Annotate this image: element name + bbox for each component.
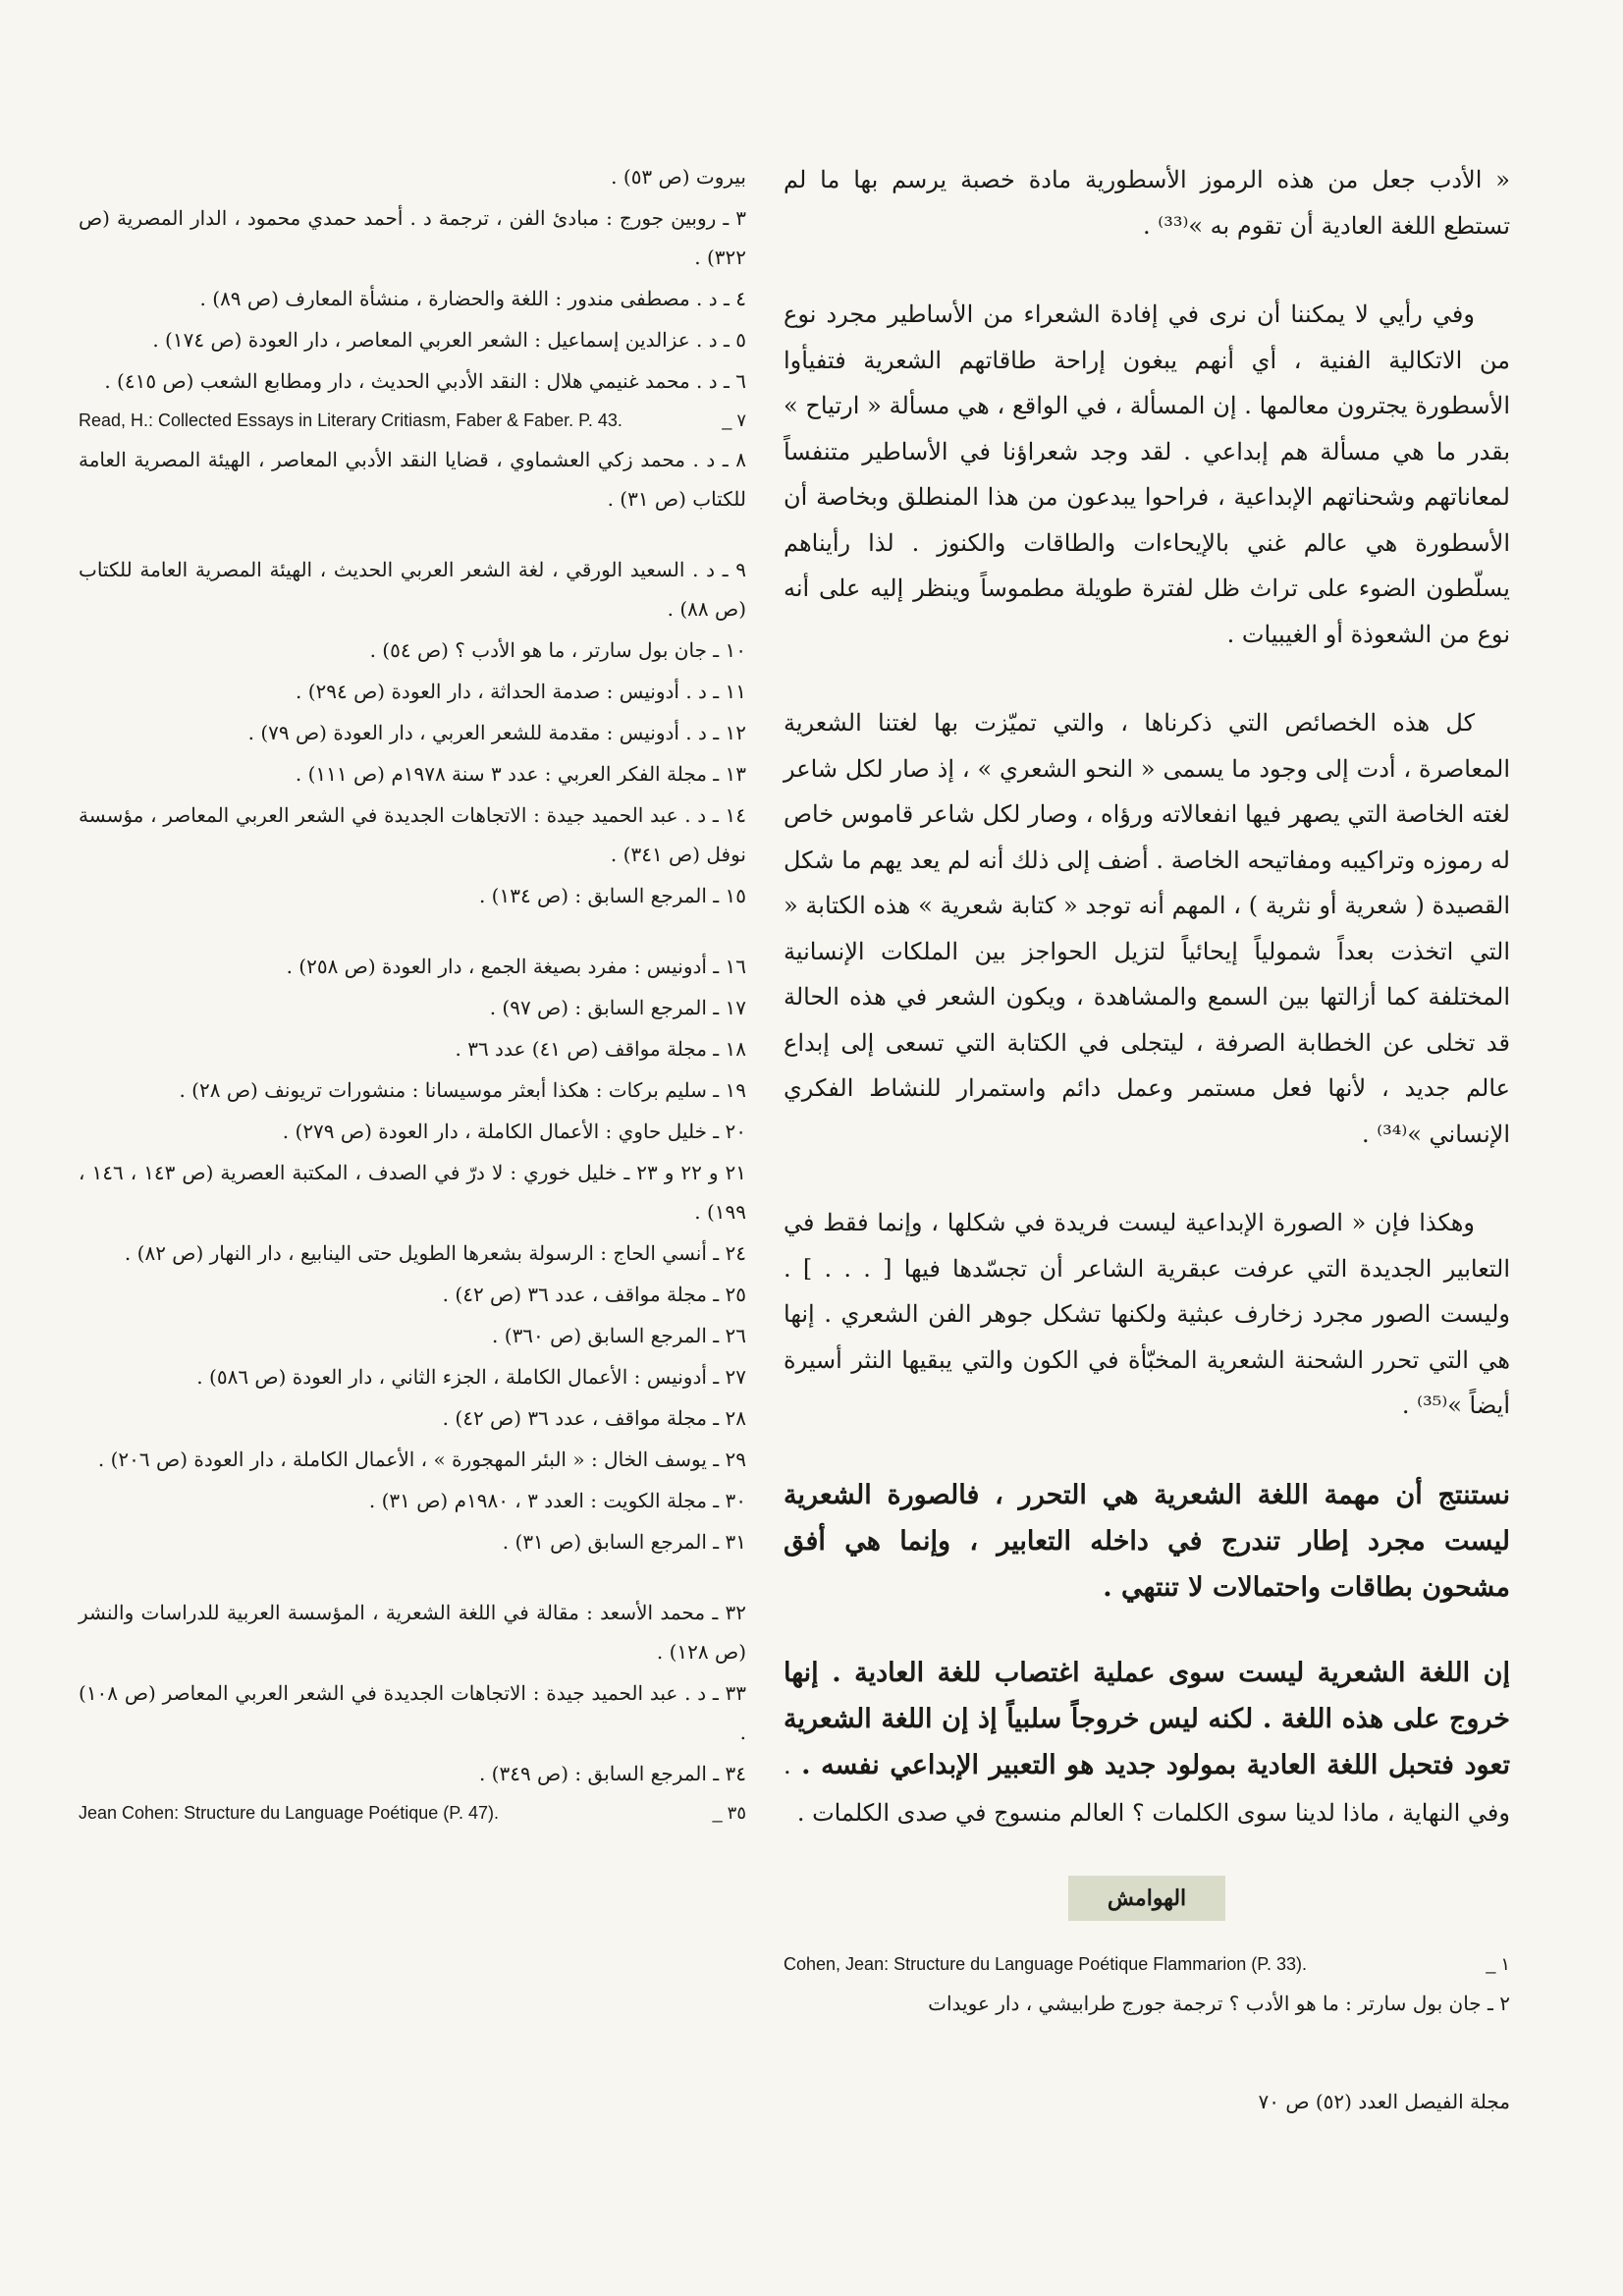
footnote: [79, 1398, 746, 1438]
footnote-text: ٢٩ ـ يوسف الخال : « البئر المهجورة » ، الأعمال الكاملة ، دار العودة (ص ٢٠٦) .: [97, 1448, 746, 1471]
footnote-text: ٣٤ ـ المرجع السابق : (ص ٣٤٩) .: [478, 1762, 746, 1785]
footnote: [79, 1754, 746, 1793]
body-paragraph: وفي رأيي لا يمكننا أن نرى في إفادة الشعراء من الأساطير مجرد نوع من الاتكالية الفنية ، أي أنهم يبغون إراحة طاقاتهم الشعرية فتفيأوا الأسطورة يجترون معالمها . إن المسألة ، في الواقع ، هي مسألة « ارتياح » بقدر ما هي مسألة هم إبداعي . لقد وجد شعراؤنا في الأساطير متنفساً لمعاناتهم وشحناتهم الإبداعية ، فراحوا يبدعون من هذا المنطلق وبخاصة أن الأسطورة هي عالم غني بالإيحاءات والطاقات والكنوز . لذا رأيناهم يسلّطون الضوء على تراث ظل لفترة طويلة مطموساً وينظر إليه على أنه نوع من الشعوذة أو الغيبيات .: [784, 301, 1510, 648]
footnote-text: ١٣ ـ مجلة الفكر العربي : عدد ٣ سنة ١٩٧٨م (ص ١١١) .: [295, 762, 746, 786]
footnote: [784, 1946, 1510, 1982]
footnote-text: ٣٢ ـ محمد الأسعد : مقالة في اللغة الشعرية ، المؤسسة العربية للدراسات والنشر (ص ١٢٨) .: [79, 1601, 746, 1664]
footnote: [79, 1233, 746, 1273]
footnote-text: ٢٧ ـ أدونيس : الأعمال الكاملة ، الجزء الثاني ، دار العودة (ص ٥٨٦) .: [196, 1365, 746, 1389]
footnote-text: ١٤ ـ د . عبد الحميد جيدة : الاتجاهات الجديدة في الشعر العربي المعاصر ، مؤسسة نوفل (ص ٣٤١) .: [79, 803, 746, 866]
footnote: [79, 1440, 746, 1479]
footnote-text: ٢٤ ـ أنسي الحاج : الرسولة بشعرها الطويل حتى الينابيع ، دار النهار (ص ٨٢) .: [124, 1241, 746, 1265]
footnote-text: ١٠ ـ جان بول سارتر ، ما هو الأدب ؟ (ص ٥٤) .: [369, 638, 746, 662]
footnote-text: ١٦ ـ أدونيس : مفرد بصيغة الجمع ، دار العودة (ص ٢٥٨) .: [286, 955, 746, 978]
footnote-text: ٣٠ ـ مجلة الكويت : العدد ٣ ، ١٩٨٠م (ص ٣١) .: [368, 1489, 746, 1512]
footnote-text: ٢٠ ـ خليل حاوي : الأعمال الكاملة ، دار العودة (ص ٢٧٩) .: [282, 1120, 746, 1143]
footnote: [79, 440, 746, 519]
footnote: [79, 988, 746, 1027]
footnote-text: ١٢ ـ د . أدونيس : مقدمة للشعر العربي ، دار العودة (ص ٧٩) .: [247, 721, 746, 744]
footnote-text: ٤ ـ د . مصطفى مندور : اللغة والحضارة ، منشأة المعارف (ص ٨٩) .: [199, 287, 746, 310]
conclusion-paragraph-2: [784, 1650, 1510, 1836]
conclusion-paragraph: نستنتج أن مهمة اللغة الشعرية هي التحرر ، فالصورة الشعرية ليست مجرد إطار تندرج في داخله التعابير ، وإنما هي أفق مشحون بطاقات واحتمالات لا تنتهي .: [784, 1479, 1510, 1603]
footnote: [79, 795, 746, 874]
body-paragraph: كل هذه الخصائص التي ذكرناها ، والتي تميّزت بها لغتنا الشعرية المعاصرة ، أدت إلى وجود ما يسمى « النحو الشعري » ، إذ صار لكل شاعر لغته الخاصة التي يصهر فيها انفعالاته ورؤاه ، وصار لكل شاعر قاموس خاص له رموزه وتراكيبه ومفاتيحه الخاصة . أضف إلى ذلك أنه لم يعد يهم ما شكل القصيدة ( شعرية أو نثرية ) ، المهم أنه توجد « كتابة شعرية » هذه الكتابة « التي اتخذت بعداً شمولياً إيحائياً لتزيل الحواجز بين الملكات الإنسانية المختلفة كما أزالتها بين السمع والمشاهدة ، ويكون الشعر في هذه الحالة قد تخلى عن الخطابة الصرفة ، ليتجلى في الكتابة التي تسعى إلى إبداع عالم جديد ، لأنها فعل مستمر وعمل دائم واستمرار للنشاط الفكري الإنساني »⁽³⁴⁾ .: [784, 709, 1510, 1148]
footnote: [79, 1316, 746, 1355]
footnote: [79, 1275, 746, 1314]
footnote-text: Jean Cohen: Structure du Language Poétique (P. 47).: [79, 1803, 499, 1823]
conclusion-bold: إن اللغة الشعرية ليست سوى عملية اغتصاب للغة العادية . إنها خروج على هذه اللغة . لكنه ليس خروجاً سلبياً إذ إن اللغة الشعرية تعود فتحبل اللغة العادية بمولود جديد هو التعبير الإبداعي نفسه .: [784, 1657, 1510, 1780]
footnote: [79, 1153, 746, 1231]
footnote: [79, 1481, 746, 1520]
footnote: [79, 1795, 746, 1831]
footnote: [79, 320, 746, 359]
footnote: [79, 1070, 746, 1110]
page-footer: مجلة الفيصل العدد (٥٢) ص ٧٠: [1258, 2090, 1510, 2113]
footnote-text: ١٧ ـ المرجع السابق : (ص ٩٧) .: [489, 996, 746, 1019]
footnote-text: ٥ ـ د . عزالدين إسماعيل : الشعر العربي المعاصر ، دار العودة (ص ١٧٤) .: [152, 328, 746, 352]
body-paragraph: وهكذا فإن « الصورة الإبداعية ليست فريدة في شكلها ، وإنما فقط في التعابير الجديدة التي عرفت عبقرية الشاعر أن تجسّدها فيها [ . . . ] . وليست الصور مجرد زخارف عبثية ولكنها تشكل جوهر الفن الشعري . إنها هي التي تحرر الشحنة الشعرية المخبّأة في الكون والتي يبقيها النثر أسيرة أيضاً »⁽³⁵⁾ .: [784, 1209, 1510, 1419]
footnote-text: ٢ ـ جان بول سارتر : ما هو الأدب ؟ ترجمة جورج طرابيشي ، دار عويدات: [928, 1991, 1510, 2015]
footnote-text: بيروت (ص ٥٣) .: [611, 165, 746, 189]
footnote-text: ١٨ ـ مجلة مواقف (ص ٤١) عدد ٣٦ .: [455, 1037, 746, 1061]
footnote-text: ٢٥ ـ مجلة مواقف ، عدد ٣٦ (ص ٤٢) .: [442, 1283, 746, 1306]
footnote-text: ٨ ـ د . محمد زكي العشماوي ، قضايا النقد الأدبي المعاصر ، الهيئة المصرية العامة للكتاب (ص ٣١) .: [79, 448, 746, 511]
footnote: [79, 361, 746, 401]
footnote-text: Read, H.: Collected Essays in Literary Critiasm, Faber & Faber. P. 43.: [79, 410, 622, 430]
footnote-number: _ ٣٥: [712, 1803, 746, 1823]
footnote: [79, 1593, 746, 1671]
notes-heading: الهوامش: [1068, 1876, 1225, 1921]
footnote-text: ٩ ـ د . السعيد الورقي ، لغة الشعر العربي الحديث ، الهيئة المصرية العامة للكتاب (ص ٨٨) .: [79, 558, 746, 621]
footnote: [79, 876, 746, 915]
footnote: [79, 1357, 746, 1396]
footnote-text: ٣ ـ روبين جورج : مبادئ الفن ، ترجمة د . أحمد حمدي محمود ، الدار المصرية (ص ٣٢٢) .: [79, 206, 746, 269]
footnote: [79, 1029, 746, 1068]
footnote-text: ١١ ـ د . أدونيس : صدمة الحداثة ، دار العودة (ص ٢٩٤) .: [295, 680, 746, 703]
footnote-text: ٢١ و ٢٢ و ٢٣ ـ خليل خوري : لا درّ في الصدف ، المكتبة العصرية (ص ١٤٣ ، ١٤٦ ، ١٩٩) .: [79, 1161, 747, 1224]
footnote-text: Cohen, Jean: Structure du Language Poétique Flammarion (P. 33).: [784, 1953, 1307, 1974]
footnote: [79, 630, 746, 670]
article-column: [784, 157, 1510, 2025]
footnote: [79, 279, 746, 318]
footnote: [79, 550, 746, 629]
footnote: [79, 713, 746, 752]
notes-list-right: [784, 1946, 1510, 2023]
footnote: [79, 157, 746, 196]
footnote-text: ٢٨ ـ مجلة مواقف ، عدد ٣٦ (ص ٤٢) .: [442, 1406, 746, 1430]
footnote: [784, 1984, 1510, 2023]
footnote-number: _ ١: [1486, 1953, 1510, 1974]
footnote-number: _ ٧: [722, 410, 746, 430]
footnote: [79, 1673, 746, 1752]
notes-column: [79, 157, 746, 1832]
footnote-text: ٦ ـ د . محمد غنيمي هلال : النقد الأدبي الحديث ، دار ومطابع الشعب (ص ٤١٥) .: [104, 369, 746, 393]
footnote-text: ٣٣ ـ د . عبد الحميد جيدة : الاتجاهات الجديدة في الشعر العربي المعاصر (ص ١٠٨) .: [79, 1681, 746, 1744]
footnote: [79, 198, 746, 277]
notes-list-left: [79, 157, 746, 1831]
footnote: [79, 672, 746, 711]
footnote: [79, 1522, 746, 1561]
footnote-text: ١٩ ـ سليم بركات : هكذا أبعثر موسيسانا : منشورات تريونف (ص ٢٨) .: [179, 1078, 746, 1102]
body-paragraph: « الأدب جعل من هذه الرموز الأسطورية مادة خصبة يرسم بها ما لم تستطع اللغة العادية أن تقوم به »⁽³³⁾ .: [784, 166, 1510, 240]
footnote: [79, 403, 746, 438]
footnote: [79, 754, 746, 793]
footnote-text: ١٥ ـ المرجع السابق : (ص ١٣٤) .: [478, 884, 746, 907]
footnote-text: ٣١ ـ المرجع السابق (ص ٣١) .: [502, 1530, 746, 1554]
footnote-text: ٢٦ ـ المرجع السابق (ص ٣٦٠) .: [492, 1324, 746, 1347]
footnote: [79, 1112, 746, 1151]
footnote: [79, 947, 746, 986]
conclusion-plain: . وفي النهاية ، ماذا لدينا سوى الكلمات ؟ العالم منسوج في صدى الكلمات .: [784, 1751, 1510, 1827]
